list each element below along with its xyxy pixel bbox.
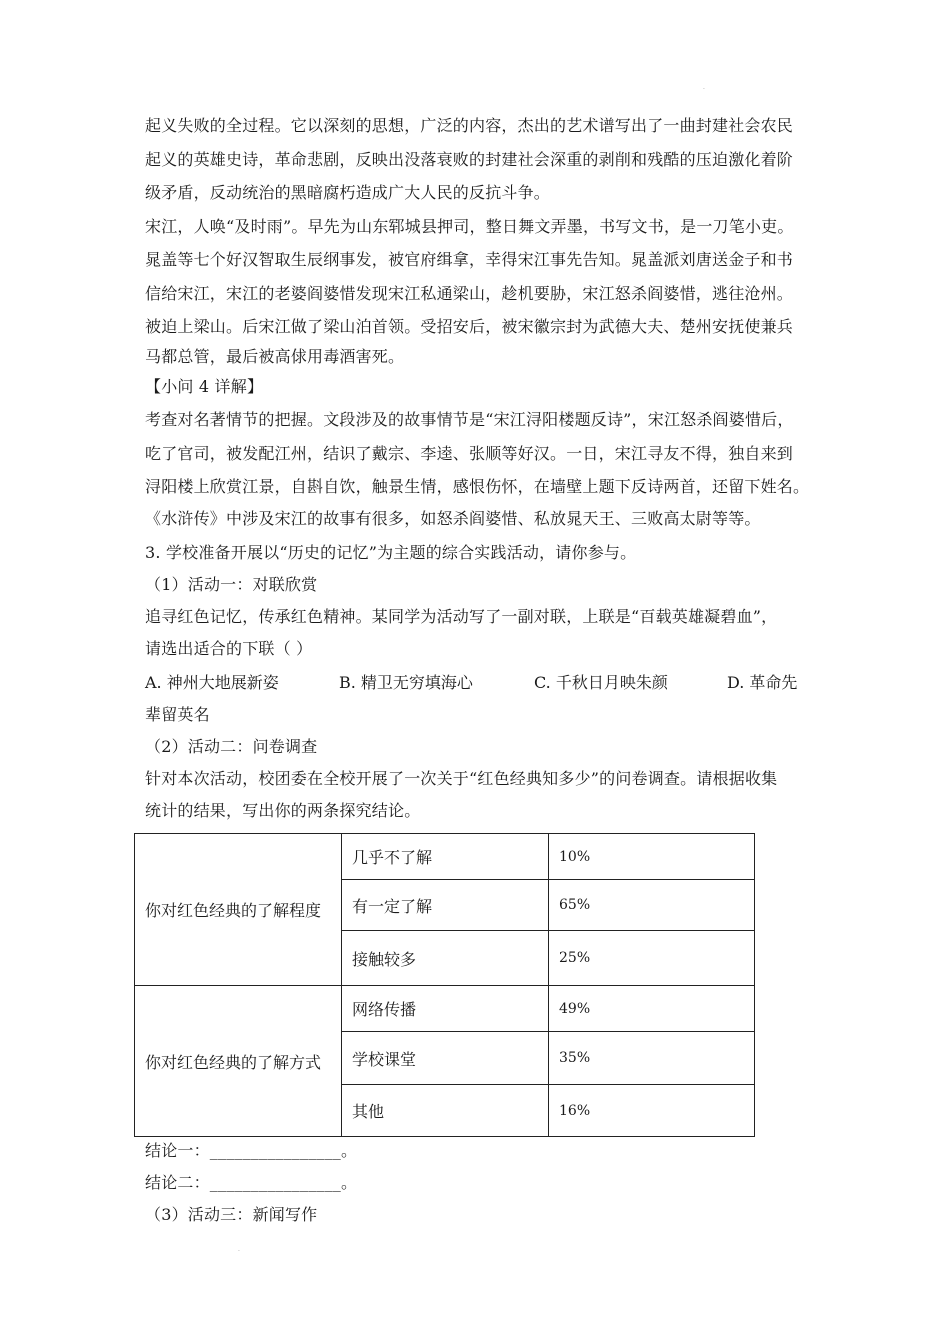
paragraph-line: 晁盖等七个好汉智取生辰纲事发，被官府缉拿，幸得宋江事先告知。晁盖派刘唐送金子和书 bbox=[145, 250, 794, 269]
percent-cell: 16% bbox=[549, 1085, 755, 1137]
paragraph-line: 考查对名著情节的把握。文段涉及的故事情节是“宋江浔阳楼题反诗”，宋江怒杀阎婆惜后， bbox=[145, 410, 794, 429]
percent-cell: 65% bbox=[549, 880, 755, 931]
item-cell: 几乎不了解 bbox=[342, 834, 549, 880]
item-cell: 网络传播 bbox=[342, 986, 549, 1032]
item-cell: 有一定了解 bbox=[342, 880, 549, 931]
paragraph-line: 针对本次活动，校团委在全校开展了一次关于“红色经典知多少”的问卷调查。请根据收集 bbox=[145, 769, 778, 788]
paragraph-line: 宋江，人唤“及时雨”。早先为山东郓城县押司，整日舞文弄墨，书写文书，是一刀笔小吏。 bbox=[145, 217, 794, 236]
paragraph-line: 马都总管，最后被高俅用毒酒害死。 bbox=[145, 347, 405, 366]
paragraph-line: 统计的结果，写出你的两条探究结论。 bbox=[145, 801, 421, 820]
conclusion-1-field[interactable]: 结论一：________________。 bbox=[145, 1141, 358, 1160]
percent-cell: 10% bbox=[549, 834, 755, 880]
question-stem: 3. 学校准备开展以“历史的记忆”为主题的综合实践活动，请你参与。 bbox=[145, 543, 637, 562]
paragraph-line: 吃了官司，被发配江州，结识了戴宗、李逵、张顺等好汉。一日，宋江寻友不得，独自来到 bbox=[145, 444, 794, 463]
page-marker: · bbox=[238, 1248, 240, 1255]
activity-title: （1）活动一：对联欣赏 bbox=[145, 575, 318, 594]
section-heading: 【小问 4 详解】 bbox=[145, 377, 264, 396]
item-cell: 接触较多 bbox=[342, 931, 549, 986]
option-a[interactable]: A. 神州大地展新姿 bbox=[145, 673, 279, 692]
item-cell: 学校课堂 bbox=[342, 1032, 549, 1085]
activity-title: （3）活动三：新闻写作 bbox=[145, 1205, 318, 1224]
option-c[interactable]: C. 千秋日月映朱颜 bbox=[534, 673, 668, 692]
paragraph-line: 追寻红色记忆，传承红色精神。某同学为活动写了一副对联，上联是“百载英雄凝碧血”， bbox=[145, 607, 778, 626]
category-cell: 你对红色经典的了解程度 bbox=[135, 834, 342, 986]
option-d-continued: 辈留英名 bbox=[145, 705, 210, 724]
percent-cell: 49% bbox=[549, 986, 755, 1032]
activity-title: （2）活动二：问卷调查 bbox=[145, 737, 318, 756]
paragraph-line: 级矛盾，反动统治的黑暗腐朽造成广大人民的反抗斗争。 bbox=[145, 183, 551, 202]
option-d[interactable]: D. 革命先 bbox=[727, 673, 798, 692]
paragraph-line: 被迫上梁山。后宋江做了梁山泊首领。受招安后，被宋徽宗封为武德大夫、楚州安抚使兼兵 bbox=[145, 317, 794, 336]
paragraph-line: 起义的英雄史诗，革命悲剧，反映出没落衰败的封建社会深重的剥削和残酷的压迫激化着阶 bbox=[145, 150, 794, 169]
paragraph-line: 《水浒传》中涉及宋江的故事有很多，如怒杀阎婆惜、私放晁天王、三败高太尉等等。 bbox=[145, 509, 761, 528]
percent-cell: 35% bbox=[549, 1032, 755, 1085]
table-row bbox=[135, 986, 755, 1032]
survey-table bbox=[134, 833, 755, 1137]
paragraph-line: 浔阳楼上欣赏江景，自斟自饮，触景生情，感恨伤怀，在墙壁上题下反诗两首，还留下姓名。 bbox=[145, 477, 810, 496]
paragraph-line: 起义失败的全过程。它以深刻的思想，广泛的内容，杰出的艺术谱写出了一曲封建社会农民 bbox=[145, 116, 794, 135]
option-b[interactable]: B. 精卫无穷填海心 bbox=[339, 673, 473, 692]
paragraph-line: 请选出适合的下联（ ） bbox=[145, 639, 313, 658]
page-marker: · bbox=[703, 86, 705, 93]
table-row bbox=[135, 834, 755, 880]
paragraph-line: 信给宋江，宋江的老婆阎婆惜发现宋江私通梁山，趁机要胁，宋江怒杀阎婆惜，逃往沧州。 bbox=[145, 284, 794, 303]
category-cell: 你对红色经典的了解方式 bbox=[135, 986, 342, 1137]
item-cell: 其他 bbox=[342, 1085, 549, 1137]
conclusion-2-field[interactable]: 结论二：________________。 bbox=[145, 1173, 358, 1192]
percent-cell: 25% bbox=[549, 931, 755, 986]
